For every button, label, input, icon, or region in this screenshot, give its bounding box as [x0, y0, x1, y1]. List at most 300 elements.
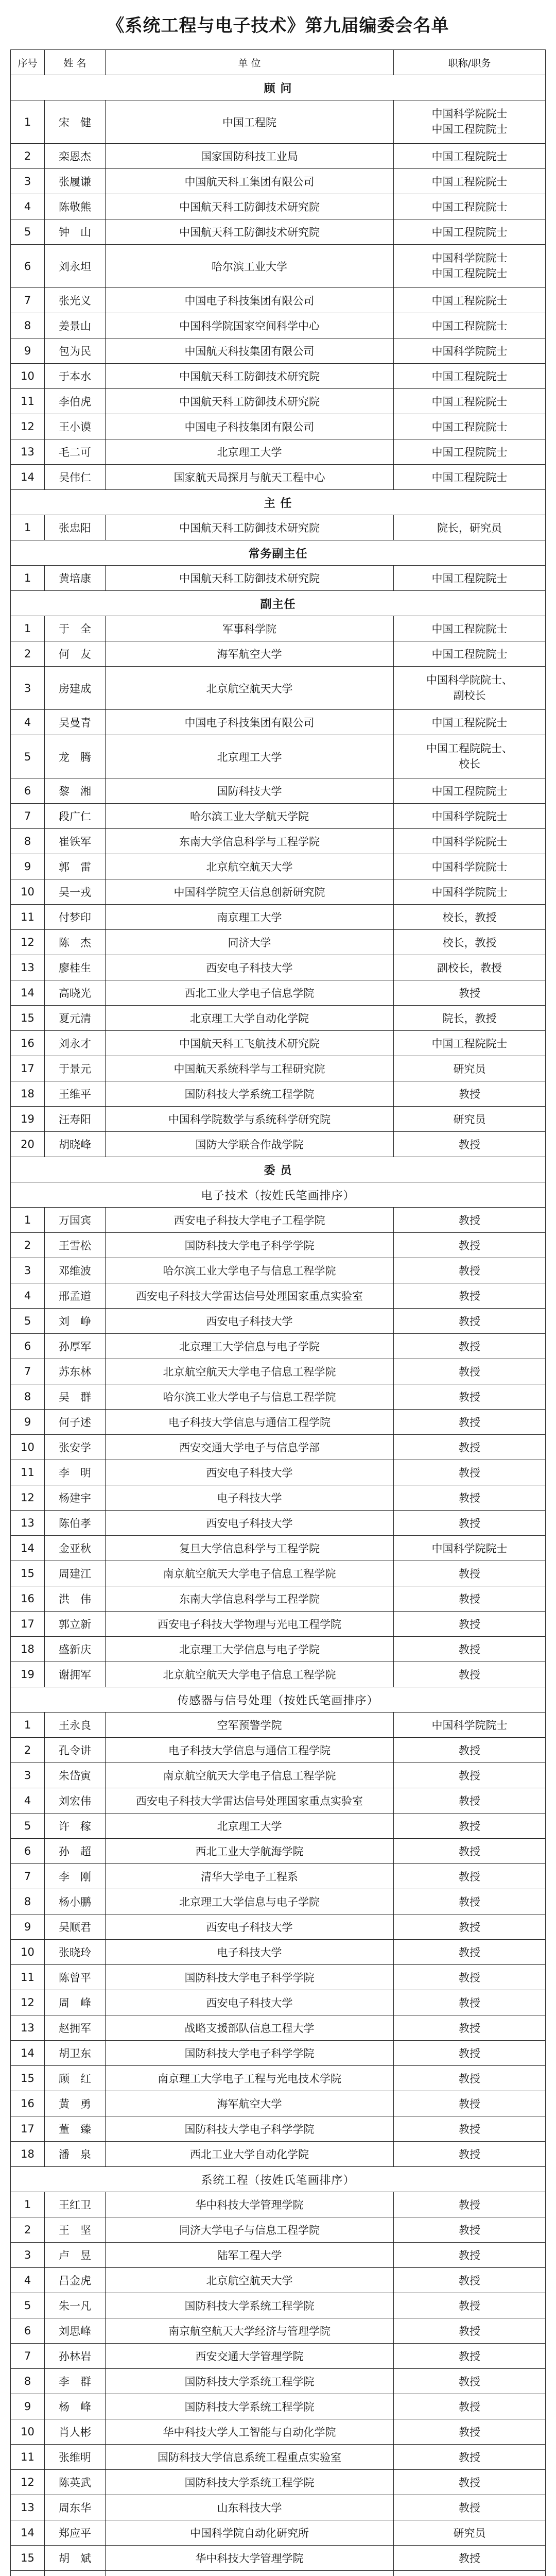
- member-title: 教授: [394, 1637, 546, 1662]
- table-row: [11, 1839, 546, 1864]
- member-name: 卢 昱: [45, 2243, 106, 2267]
- member-unit: 中国科学院自动化研究所: [106, 2520, 394, 2545]
- member-unit: 北京航空航天大学电子信息工程学院: [106, 1359, 394, 1384]
- member-name: 房建成: [45, 667, 106, 709]
- member-name: 肖人彬: [45, 2419, 106, 2444]
- member-name: 刘思峰: [45, 2318, 106, 2343]
- table-row: [11, 169, 546, 194]
- member-title: 教授: [394, 1258, 546, 1283]
- row-index: 1: [11, 1713, 45, 1737]
- member-unit: 中国科学院国家空间科学中心: [106, 313, 394, 338]
- row-index: 7: [11, 2344, 45, 2368]
- table-row: [11, 1460, 546, 1485]
- section-heading: 顾 问: [11, 75, 546, 100]
- row-index: 8: [11, 1889, 45, 1914]
- member-title: [394, 735, 546, 778]
- row-index: 8: [11, 829, 45, 854]
- member-unit: 海军航空大学: [106, 2091, 394, 2116]
- row-index: 13: [11, 2015, 45, 2040]
- row-index: 5: [11, 735, 45, 778]
- member-unit: 西安电子科技大学: [106, 955, 394, 980]
- member-unit: 中国航天科技集团有限公司: [106, 338, 394, 363]
- table-row: [11, 194, 546, 219]
- subsection-heading: 传感器与信号处理（按姓氏笔画排序）: [11, 1687, 546, 1712]
- member-unit: 北京理工大学: [106, 439, 394, 464]
- column-header-name: 姓 名: [45, 50, 106, 75]
- member-title: 中国工程院院士: [394, 778, 546, 803]
- member-title: 教授: [394, 2369, 546, 2394]
- member-name: 周东华: [45, 2495, 106, 2520]
- row-index: 4: [11, 194, 45, 219]
- member-unit: 西安交通大学电子与信息学部: [106, 1435, 394, 1460]
- member-unit: 中国电子科技集团有限公司: [106, 710, 394, 735]
- member-title: 教授: [394, 1384, 546, 1409]
- member-unit: 中国电子科技集团有限公司: [106, 288, 394, 313]
- table-row: [11, 2520, 546, 2546]
- table-row: [11, 1258, 546, 1283]
- table-row: [11, 1384, 546, 1410]
- table-row: [11, 2192, 546, 2217]
- member-title: 教授: [394, 2041, 546, 2065]
- member-title: 中国工程院院士: [394, 439, 546, 464]
- row-index: 11: [11, 1460, 45, 1485]
- table-row: [11, 515, 546, 540]
- member-unit: 电子科技大学: [106, 1485, 394, 1510]
- member-title: 教授: [394, 1359, 546, 1384]
- member-name: 夏元清: [45, 1006, 106, 1030]
- member-name: 龙 腾: [45, 735, 106, 778]
- row-index: 11: [11, 1965, 45, 1990]
- row-index: 6: [11, 245, 45, 287]
- row-index: 7: [11, 1864, 45, 1889]
- member-title: 中国科学院院士: [394, 829, 546, 854]
- table-row: [11, 364, 546, 389]
- member-name: 王小谟: [45, 414, 106, 439]
- member-unit: 中国航天科工防御技术研究院: [106, 566, 394, 590]
- column-header-row: [11, 50, 546, 75]
- table-row: [11, 1965, 546, 1990]
- table-row: [11, 1713, 546, 1738]
- member-unit: 北京理工大学信息与电子学院: [106, 1889, 394, 1914]
- table-row: [11, 1889, 546, 1914]
- table-row: [11, 1738, 546, 1763]
- member-name: 顾 红: [45, 2066, 106, 2091]
- member-name: 孙厚军: [45, 1334, 106, 1359]
- member-name: 吴一戎: [45, 879, 106, 904]
- table-row: [11, 389, 546, 414]
- table-row: [11, 1359, 546, 1384]
- member-title: 教授: [394, 1081, 546, 1106]
- row-index: 17: [11, 1056, 45, 1081]
- row-index: 17: [11, 2116, 45, 2141]
- row-index: 3: [11, 667, 45, 709]
- table-row: [11, 930, 546, 955]
- member-title: 教授: [394, 980, 546, 1005]
- row-index: 10: [11, 364, 45, 388]
- member-unit: 空军预警学院: [106, 1713, 394, 1737]
- table-row: [11, 829, 546, 854]
- member-unit: 北京航空航天大学: [106, 667, 394, 709]
- member-name: 许 稼: [45, 1814, 106, 1838]
- member-title: 教授: [394, 2495, 546, 2520]
- member-title: 校长，教授: [394, 930, 546, 955]
- member-title: 教授: [394, 2470, 546, 2495]
- row-index: 3: [11, 1763, 45, 1788]
- member-name: 王维平: [45, 1081, 106, 1106]
- member-title: 教授: [394, 1334, 546, 1359]
- section-heading: 常务副主任: [11, 540, 546, 565]
- member-name: 张安学: [45, 1435, 106, 1460]
- member-title: 教授: [394, 2243, 546, 2267]
- member-title-line: 校长: [459, 757, 480, 770]
- member-title: 中国科学院院士: [394, 1713, 546, 1737]
- row-index: 13: [11, 439, 45, 464]
- roster-table: [10, 49, 546, 2576]
- row-index: 14: [11, 465, 45, 489]
- row-index: 16: [11, 2091, 45, 2116]
- column-header-title: 职称/职务: [394, 50, 546, 75]
- member-title: 教授: [394, 2445, 546, 2469]
- member-title: 教授: [394, 1839, 546, 1863]
- member-title: 中国科学院院士: [394, 1536, 546, 1561]
- row-index: 3: [11, 169, 45, 194]
- member-name: 李 刚: [45, 1864, 106, 1889]
- member-title: [394, 667, 546, 709]
- member-title: 教授: [394, 2192, 546, 2217]
- member-title: 教授: [394, 1208, 546, 1232]
- row-index: 10: [11, 1940, 45, 1964]
- row-index: 1: [11, 2192, 45, 2217]
- member-unit: 南京理工大学: [106, 905, 394, 929]
- member-unit: 中国工程院: [106, 100, 394, 143]
- section-heading-row: [11, 1157, 546, 1182]
- table-row: [11, 2470, 546, 2495]
- member-title: 研究员: [394, 1107, 546, 1131]
- member-name: 刘宏伟: [45, 1788, 106, 1813]
- member-unit: 中国科学院数学与系统科学研究院: [106, 1107, 394, 1131]
- member-name: 胡卫东: [45, 2041, 106, 2065]
- table-row: [11, 905, 546, 930]
- member-unit: 西安电子科技大学雷达信号处理国家重点实验室: [106, 1788, 394, 1813]
- member-name: 朱岱寅: [45, 1763, 106, 1788]
- table-row: [11, 100, 546, 144]
- table-row: [11, 2419, 546, 2445]
- member-title: 教授: [394, 1460, 546, 1485]
- member-title: 教授: [394, 2268, 546, 2293]
- subsection-heading: 系统工程（按姓氏笔画排序）: [11, 2167, 546, 2192]
- member-name: 张忠阳: [45, 515, 106, 540]
- row-index: 5: [11, 2293, 45, 2318]
- table-row: [11, 2546, 546, 2571]
- row-index: 7: [11, 804, 45, 828]
- table-row: [11, 1208, 546, 1233]
- member-unit: 国防科技大学系统工程学院: [106, 1081, 394, 1106]
- table-row: [11, 245, 546, 288]
- member-title: 中国工程院院士: [394, 616, 546, 641]
- member-title: 中国科学院院士: [394, 879, 546, 904]
- member-title: 教授: [394, 2116, 546, 2141]
- member-title: 院长，教授: [394, 1006, 546, 1030]
- table-row: [11, 1056, 546, 1081]
- row-index: 2: [11, 2217, 45, 2242]
- member-unit: 山东科技大学: [106, 2495, 394, 2520]
- member-unit: 北京航空航天大学: [106, 854, 394, 879]
- member-unit: 西安电子科技大学: [106, 1460, 394, 1485]
- row-index: 6: [11, 778, 45, 803]
- table-row: [11, 735, 546, 778]
- member-title: 教授: [394, 1940, 546, 1964]
- section-heading: 主 任: [11, 490, 546, 515]
- member-name: 于本水: [45, 364, 106, 388]
- member-name: 陈曾平: [45, 1965, 106, 1990]
- row-index: 15: [11, 1006, 45, 1030]
- row-index: 10: [11, 879, 45, 904]
- member-unit: 军事科学院: [106, 616, 394, 641]
- member-name: 董 臻: [45, 2116, 106, 2141]
- table-row: [11, 1763, 546, 1788]
- member-unit: 国防科技大学电子科学学院: [106, 1233, 394, 1258]
- row-index: 1: [11, 100, 45, 143]
- member-title: 教授: [394, 2066, 546, 2091]
- table-row: [11, 2091, 546, 2116]
- member-unit: [106, 2571, 394, 2576]
- section-heading-row: [11, 591, 546, 616]
- member-name: 万国宾: [45, 1208, 106, 1232]
- member-title: [394, 245, 546, 287]
- member-unit: 中国航天科工防御技术研究院: [106, 389, 394, 414]
- member-name: 胡 斌: [45, 2546, 106, 2570]
- member-unit: 北京航空航天大学电子信息工程学院: [106, 1662, 394, 1687]
- member-title-line: 中国工程院院士: [431, 123, 508, 135]
- member-title: 教授: [394, 1410, 546, 1434]
- section-heading-row: [11, 490, 546, 515]
- member-title: 研究员: [394, 2520, 546, 2545]
- table-row: [11, 854, 546, 879]
- member-unit: 东南大学信息科学与工程学院: [106, 1586, 394, 1611]
- member-name: 汪寿阳: [45, 1107, 106, 1131]
- member-unit: 西安交通大学管理学院: [106, 2344, 394, 2368]
- member-title: 教授: [394, 2091, 546, 2116]
- member-unit: 北京理工大学: [106, 1814, 394, 1838]
- member-unit: 清华大学电子工程系: [106, 1864, 394, 1889]
- member-name: 陈 杰: [45, 930, 106, 955]
- member-title-line: 中国科学院院士: [431, 108, 508, 121]
- member-title-line: 副校长: [453, 689, 486, 702]
- member-name: 栾恩杰: [45, 144, 106, 168]
- table-row: [11, 465, 546, 490]
- member-unit: 电子科技大学信息与通信工程学院: [106, 1410, 394, 1434]
- member-unit: 北京理工大学自动化学院: [106, 1006, 394, 1030]
- row-index: 18: [11, 1637, 45, 1662]
- member-unit: 中国电子科技集团有限公司: [106, 414, 394, 439]
- member-title: 教授: [394, 1738, 546, 1762]
- member-name: 付梦印: [45, 905, 106, 929]
- row-index: 13: [11, 2495, 45, 2520]
- member-title: 中国工程院院士: [394, 288, 546, 313]
- member-title: 教授: [394, 1864, 546, 1889]
- table-row: [11, 1561, 546, 1586]
- member-title: 中国科学院院士: [394, 804, 546, 828]
- member-name: 王雪松: [45, 1233, 106, 1258]
- member-name: 孙林岩: [45, 2344, 106, 2368]
- member-name: 杨 峰: [45, 2394, 106, 2419]
- member-title: 教授: [394, 1132, 546, 1157]
- row-index: 18: [11, 2142, 45, 2166]
- member-unit: 中国航天系统科学与工程研究院: [106, 1056, 394, 1081]
- member-unit: 西安电子科技大学: [106, 1914, 394, 1939]
- member-title: 中国工程院院士: [394, 414, 546, 439]
- table-row: [11, 1940, 546, 1965]
- member-unit: 西北工业大学航海学院: [106, 1839, 394, 1863]
- member-title: 教授: [394, 1990, 546, 2015]
- member-unit: 电子科技大学: [106, 1940, 394, 1964]
- member-title: 教授: [394, 1485, 546, 1510]
- member-unit: 西北工业大学自动化学院: [106, 2142, 394, 2166]
- member-name: 刘 峥: [45, 1309, 106, 1333]
- member-unit: 国防大学联合作战学院: [106, 1132, 394, 1157]
- member-title: 副校长，教授: [394, 955, 546, 980]
- member-name: 邢孟道: [45, 1283, 106, 1308]
- member-title: 中国科学院院士: [394, 338, 546, 363]
- member-title: 中国工程院院士: [394, 194, 546, 219]
- row-index: 2: [11, 641, 45, 666]
- member-name: 李 群: [45, 2369, 106, 2394]
- table-row: [11, 1814, 546, 1839]
- member-unit: 国家航天局探月与航天工程中心: [106, 465, 394, 489]
- row-index: 1: [11, 1208, 45, 1232]
- member-unit: 国防科技大学系统工程学院: [106, 2293, 394, 2318]
- row-index: 14: [11, 2520, 45, 2545]
- row-index: 5: [11, 219, 45, 244]
- member-title: [394, 2571, 546, 2576]
- member-unit: 国防科技大学电子科学学院: [106, 1965, 394, 1990]
- table-row: [11, 2243, 546, 2268]
- member-name: 毛二可: [45, 439, 106, 464]
- subsection-heading-row: [11, 2167, 546, 2192]
- member-unit: 中国航天科工集团有限公司: [106, 169, 394, 194]
- member-title: 教授: [394, 1561, 546, 1586]
- section-heading-row: [11, 540, 546, 566]
- member-name: 吕金虎: [45, 2268, 106, 2293]
- row-index: 11: [11, 2445, 45, 2469]
- member-name: 何 友: [45, 641, 106, 666]
- table-row: [11, 2268, 546, 2293]
- member-unit: 中国科学院空天信息创新研究院: [106, 879, 394, 904]
- row-index: 9: [11, 338, 45, 363]
- member-unit: 华中科技大学管理学院: [106, 2192, 394, 2217]
- row-index: 4: [11, 710, 45, 735]
- member-unit: 中国航天科工防御技术研究院: [106, 364, 394, 388]
- row-index: 12: [11, 930, 45, 955]
- member-unit: 中国航天科工防御技术研究院: [106, 194, 394, 219]
- subsection-heading-row: [11, 1182, 546, 1208]
- table-row: [11, 1612, 546, 1637]
- member-name: 潘 泉: [45, 2142, 106, 2166]
- member-unit: 哈尔滨工业大学航天学院: [106, 804, 394, 828]
- member-title: 教授: [394, 1763, 546, 1788]
- member-title: 教授: [394, 1586, 546, 1611]
- member-unit: 电子科技大学信息与通信工程学院: [106, 1738, 394, 1762]
- row-index: 12: [11, 1990, 45, 2015]
- row-index: 13: [11, 1511, 45, 1535]
- member-name: 张维明: [45, 2445, 106, 2469]
- member-unit: 东南大学信息科学与工程学院: [106, 829, 394, 854]
- section-heading-row: [11, 75, 546, 100]
- row-index: 17: [11, 1612, 45, 1636]
- table-row: [11, 641, 546, 667]
- member-title: 教授: [394, 1788, 546, 1813]
- row-index: 7: [11, 1359, 45, 1384]
- member-unit: 国防科技大学系统工程学院: [106, 2394, 394, 2419]
- member-title: 教授: [394, 2293, 546, 2318]
- table-row: [11, 1031, 546, 1056]
- row-index: 9: [11, 1914, 45, 1939]
- table-row: [11, 2445, 546, 2470]
- row-index: 9: [11, 2394, 45, 2419]
- member-name: 张履谦: [45, 169, 106, 194]
- row-index: 1: [11, 616, 45, 641]
- member-name: 陈敬熊: [45, 194, 106, 219]
- member-unit: 哈尔滨工业大学电子与信息工程学院: [106, 1258, 394, 1283]
- member-name: 吴伟仁: [45, 465, 106, 489]
- member-title: 教授: [394, 1309, 546, 1333]
- member-title: 中国工程院院士: [394, 389, 546, 414]
- member-name: 何子述: [45, 1410, 106, 1434]
- member-unit: 中国航天科工防御技术研究院: [106, 219, 394, 244]
- subsection-heading: 电子技术（按姓氏笔画排序）: [11, 1182, 546, 1207]
- row-index: 11: [11, 389, 45, 414]
- member-name: 洪 伟: [45, 1586, 106, 1611]
- member-title: 教授: [394, 1662, 546, 1687]
- member-title: 教授: [394, 1612, 546, 1636]
- table-row: [11, 1233, 546, 1258]
- member-name: 邓维波: [45, 1258, 106, 1283]
- row-index: 18: [11, 1081, 45, 1106]
- row-index: 2: [11, 144, 45, 168]
- table-row: [11, 1662, 546, 1687]
- table-row: [11, 1132, 546, 1157]
- row-index: 12: [11, 2470, 45, 2495]
- row-index: 8: [11, 313, 45, 338]
- row-index: 11: [11, 905, 45, 929]
- row-index: 14: [11, 2041, 45, 2065]
- member-title: 教授: [394, 2318, 546, 2343]
- member-name: 赵拥军: [45, 2015, 106, 2040]
- member-title: 教授: [394, 2394, 546, 2419]
- member-unit: 南京航空航天大学经济与管理学院: [106, 2318, 394, 2343]
- table-row: [11, 1283, 546, 1309]
- member-title-line: 中国科学院院士、: [426, 674, 513, 687]
- member-unit: 陆军工程大学: [106, 2243, 394, 2267]
- member-unit: 华中科技大学人工智能与自动化学院: [106, 2419, 394, 2444]
- member-title: 教授: [394, 1511, 546, 1535]
- table-row: [11, 1410, 546, 1435]
- table-row: [11, 778, 546, 804]
- table-row: [11, 219, 546, 245]
- table-row: [11, 2369, 546, 2394]
- member-title: 教授: [394, 2142, 546, 2166]
- member-name: 宋 健: [45, 100, 106, 143]
- row-index: 10: [11, 1435, 45, 1460]
- member-title: 中国工程院院士: [394, 566, 546, 590]
- member-unit: 华中科技大学管理学院: [106, 2546, 394, 2570]
- table-row: [11, 566, 546, 591]
- member-name: 吴顺君: [45, 1914, 106, 1939]
- member-title: 教授: [394, 1889, 546, 1914]
- member-title: 教授: [394, 1283, 546, 1308]
- table-row: [11, 1788, 546, 1814]
- row-index: 6: [11, 1839, 45, 1863]
